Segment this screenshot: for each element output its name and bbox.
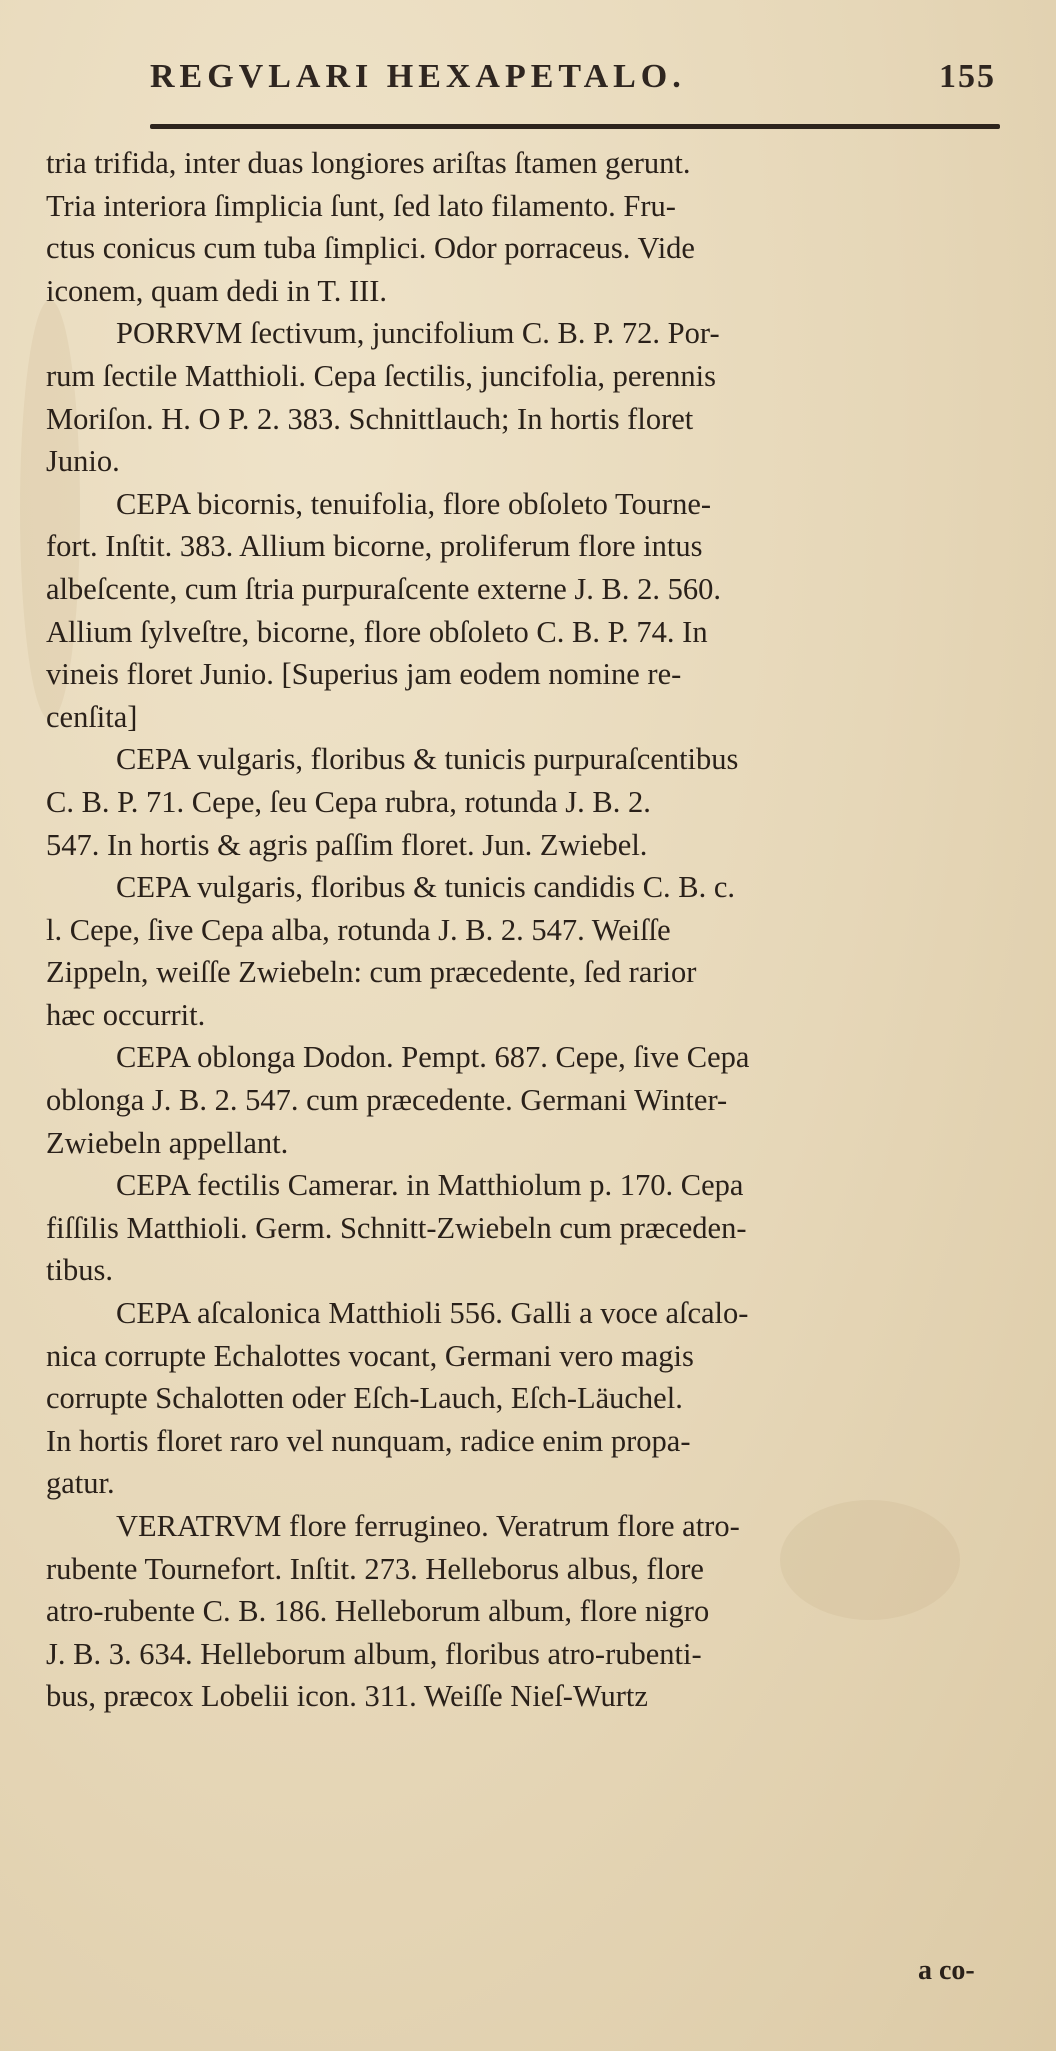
text-line: Zwiebeln appellant. xyxy=(46,1125,289,1160)
text-line: atro-rubente C. B. 186. Helleborum album, flore nigro xyxy=(46,1594,710,1629)
text-line: PORRVM ſectivum, juncifolium C. B. P. 72. Por- xyxy=(116,316,720,351)
text-line: l. Cepe, ſive Cepa alba, rotunda J. B. 2. 547. Weiſſe xyxy=(46,912,671,947)
text-line: VERATRVM flore ferrugineo. Veratrum flore atro- xyxy=(116,1509,740,1543)
page-number: 155 xyxy=(939,58,996,95)
text-line: ctus conicus cum tuba ſimplici. Odor porraceus. Vide xyxy=(46,231,695,266)
catchword: a co- xyxy=(918,1955,975,1986)
text-line: C. B. P. 71. Cepe, ſeu Cepa rubra, rotunda J. B. 2. xyxy=(46,784,651,819)
text-line: CEPA vulgaris, floribus & tunicis purpuraſcentibus xyxy=(116,742,739,777)
text-line: 547. In hortis & agris paſſim floret. Jun. Zwiebel. xyxy=(46,827,648,862)
text-line: fort. Inſtit. 383. Allium bicorne, proliferum flore intus xyxy=(46,529,703,564)
text-line: corrupte Schalotten oder Eſch-Lauch, Eſch-Läuchel. xyxy=(46,1381,683,1416)
text-line: rum ſectile Matthioli. Cepa ſectilis, juncifolia, perennis xyxy=(46,358,716,393)
text-line: J. B. 3. 634. Helleborum album, floribus atro-rubenti- xyxy=(46,1636,702,1671)
text-line: In hortis floret raro vel nunquam, radice enim propa- xyxy=(46,1423,691,1458)
text-line: oblonga J. B. 2. 547. cum præcedente. Germani Winter- xyxy=(46,1083,728,1118)
page-header xyxy=(150,58,1010,118)
text-line: CEPA aſcalonica Matthioli 556. Galli a voce aſcalo- xyxy=(116,1296,749,1331)
text-line: Junio. xyxy=(46,444,120,479)
text-line: bus, præcox Lobelii icon. 311. Weiſſe Nieſ-Wurtz xyxy=(46,1679,648,1714)
text-line: hæc occurrit. xyxy=(46,997,206,1032)
text-line: CEPA vulgaris, floribus & tunicis candidis C. B. c. xyxy=(116,870,736,905)
text-line: rubente Tournefort. Inſtit. 273. Helleborus albus, flore xyxy=(46,1551,704,1586)
text-line: vineis floret Junio. [Superius jam eodem nomine re- xyxy=(46,657,682,692)
text-line: iconem, quam dedi in T. III. xyxy=(46,273,388,308)
text-line: CEPA bicornis, tenuifolia, flore obſoleto Tourne- xyxy=(116,486,712,521)
text-line: albeſcente, cum ſtria purpuraſcente externe J. B. 2. 560. xyxy=(46,571,721,606)
text-line: gatur. xyxy=(46,1466,115,1501)
text-line: tibus. xyxy=(46,1253,113,1288)
text-line: nica corrupte Echalottes vocant, Germani vero magis xyxy=(46,1338,694,1373)
header-rule xyxy=(150,124,1000,129)
text-line: tria trifida, inter duas longiores ariſtas ſtamen gerunt. xyxy=(46,146,691,180)
text-line: Allium ſylveſtre, bicorne, flore obſoleto C. B. P. 74. In xyxy=(46,614,708,649)
text-line: Tria interiora ſimplicia ſunt, ſed lato filamento. Fru- xyxy=(46,188,676,223)
body-text xyxy=(46,142,1031,1718)
running-title: REGVLARI HEXAPETALO. xyxy=(150,58,686,95)
text-line: Zippeln, weiſſe Zwiebeln: cum præcedente, ſed rarior xyxy=(46,955,697,990)
text-line: CEPA fectilis Camerar. in Matthiolum p. 170. Cepa xyxy=(116,1168,744,1203)
text-line: Moriſon. H. O P. 2. 383. Schnittlauch; In hortis floret xyxy=(46,401,694,436)
text-line: CEPA oblonga Dodon. Pempt. 687. Cepe, ſive Cepa xyxy=(116,1040,750,1075)
text-line: cenſita] xyxy=(46,699,138,734)
text-line: fiſſilis Matthioli. Germ. Schnitt-Zwiebeln cum præceden- xyxy=(46,1210,747,1245)
